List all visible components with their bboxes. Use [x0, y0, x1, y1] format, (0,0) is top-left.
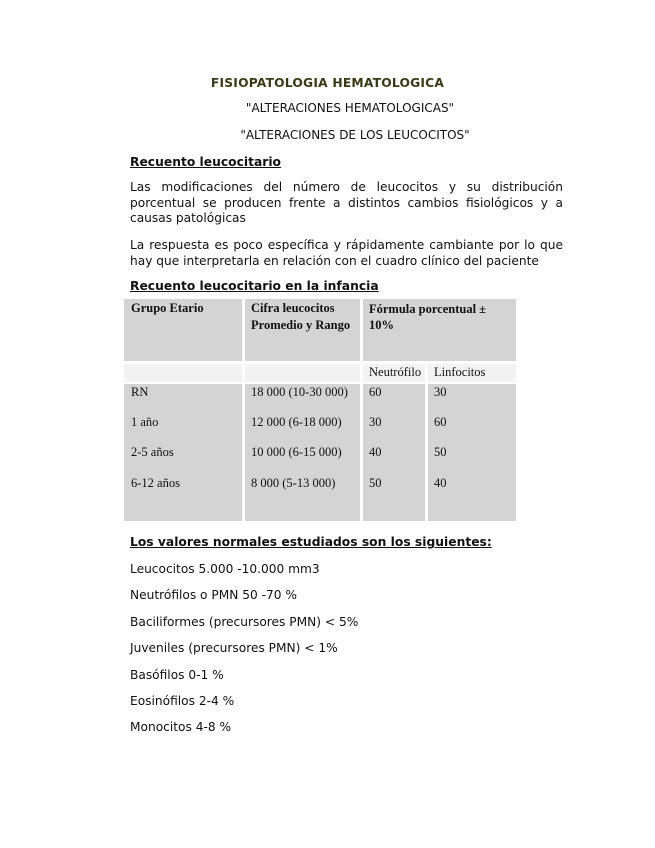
document-title: FISIOPATOLOGIA HEMATOLOGICA — [210, 76, 445, 90]
table-row-cifra: 10 000 (6-15 000) — [251, 445, 342, 459]
document-subtitle-1: "ALTERACIONES HEMATOLOGICAS" — [245, 101, 455, 115]
table-row-neutrofilo: 50 — [369, 476, 382, 490]
list-item: Basófilos 0-1 % — [130, 668, 224, 682]
table-row-neutrofilo: 60 — [369, 385, 382, 399]
table-row-linfocitos: 30 — [434, 385, 447, 399]
table-row-cifra: 18 000 (10-30 000) — [251, 385, 348, 399]
table-row-linfocitos: 50 — [434, 445, 447, 459]
list-item: Neutrófilos o PMN 50 -70 % — [130, 588, 297, 602]
table-row-linfocitos: 60 — [434, 415, 447, 429]
header-formula-line2: 10% — [369, 318, 394, 332]
list-item: Eosinófilos 2-4 % — [130, 694, 235, 708]
list-item: Leucocitos 5.000 -10.000 mm3 — [130, 562, 320, 576]
list-item: Monocitos 4-8 % — [130, 720, 232, 734]
table-row-group: 6-12 años — [131, 476, 180, 490]
header-cifra-line2: Promedio y Rango — [251, 318, 351, 332]
table-row-group: 2-5 años — [131, 445, 174, 459]
list-item: Juveniles (precursores PMN) < 1% — [130, 641, 338, 655]
table-row-neutrofilo: 30 — [369, 415, 382, 429]
subheader-neutrofilo: Neutrófilo — [369, 365, 422, 379]
subheader-linfocitos: Linfocitos — [434, 365, 486, 379]
table-row-neutrofilo: 40 — [369, 445, 382, 459]
table-row-group: RN — [131, 385, 149, 399]
document-subtitle-2: "ALTERACIONES DE LOS LEUCOCITOS" — [240, 128, 470, 142]
section-heading-recuento: Recuento leucocitario — [130, 155, 282, 169]
header-grupo-etario: Grupo Etario — [131, 301, 204, 315]
table-subheader-cell — [124, 364, 242, 382]
section-heading-infancia: Recuento leucocitario en la infancia — [130, 279, 379, 293]
table-row-cifra: 12 000 (6-18 000) — [251, 415, 342, 429]
table-subheader-cell — [245, 364, 360, 382]
table-row-linfocitos: 40 — [434, 476, 447, 490]
section-heading-valores: Los valores normales estudiados son los siguientes: — [130, 535, 492, 549]
leucocitos-table — [124, 299, 516, 521]
header-formula-line1: Fórmula porcentual ± — [369, 302, 487, 316]
table-row-group: 1 año — [131, 415, 159, 429]
paragraph-modificaciones: Las modificaciones del número de leucocitos y su distribución porcentual se producen frente a distintos cambios fisiológicos y a causas patológicas — [130, 180, 563, 225]
header-cifra-line1: Cifra leucocitos — [251, 301, 335, 315]
table-row-cifra: 8 000 (5-13 000) — [251, 476, 336, 490]
paragraph-respuesta: La respuesta es poco específica y rápidamente cambiante por lo que hay que interpretarla en relación con el cuadro clínico del paciente — [130, 238, 563, 268]
list-item: Baciliformes (precursores PMN) < 5% — [130, 615, 359, 629]
